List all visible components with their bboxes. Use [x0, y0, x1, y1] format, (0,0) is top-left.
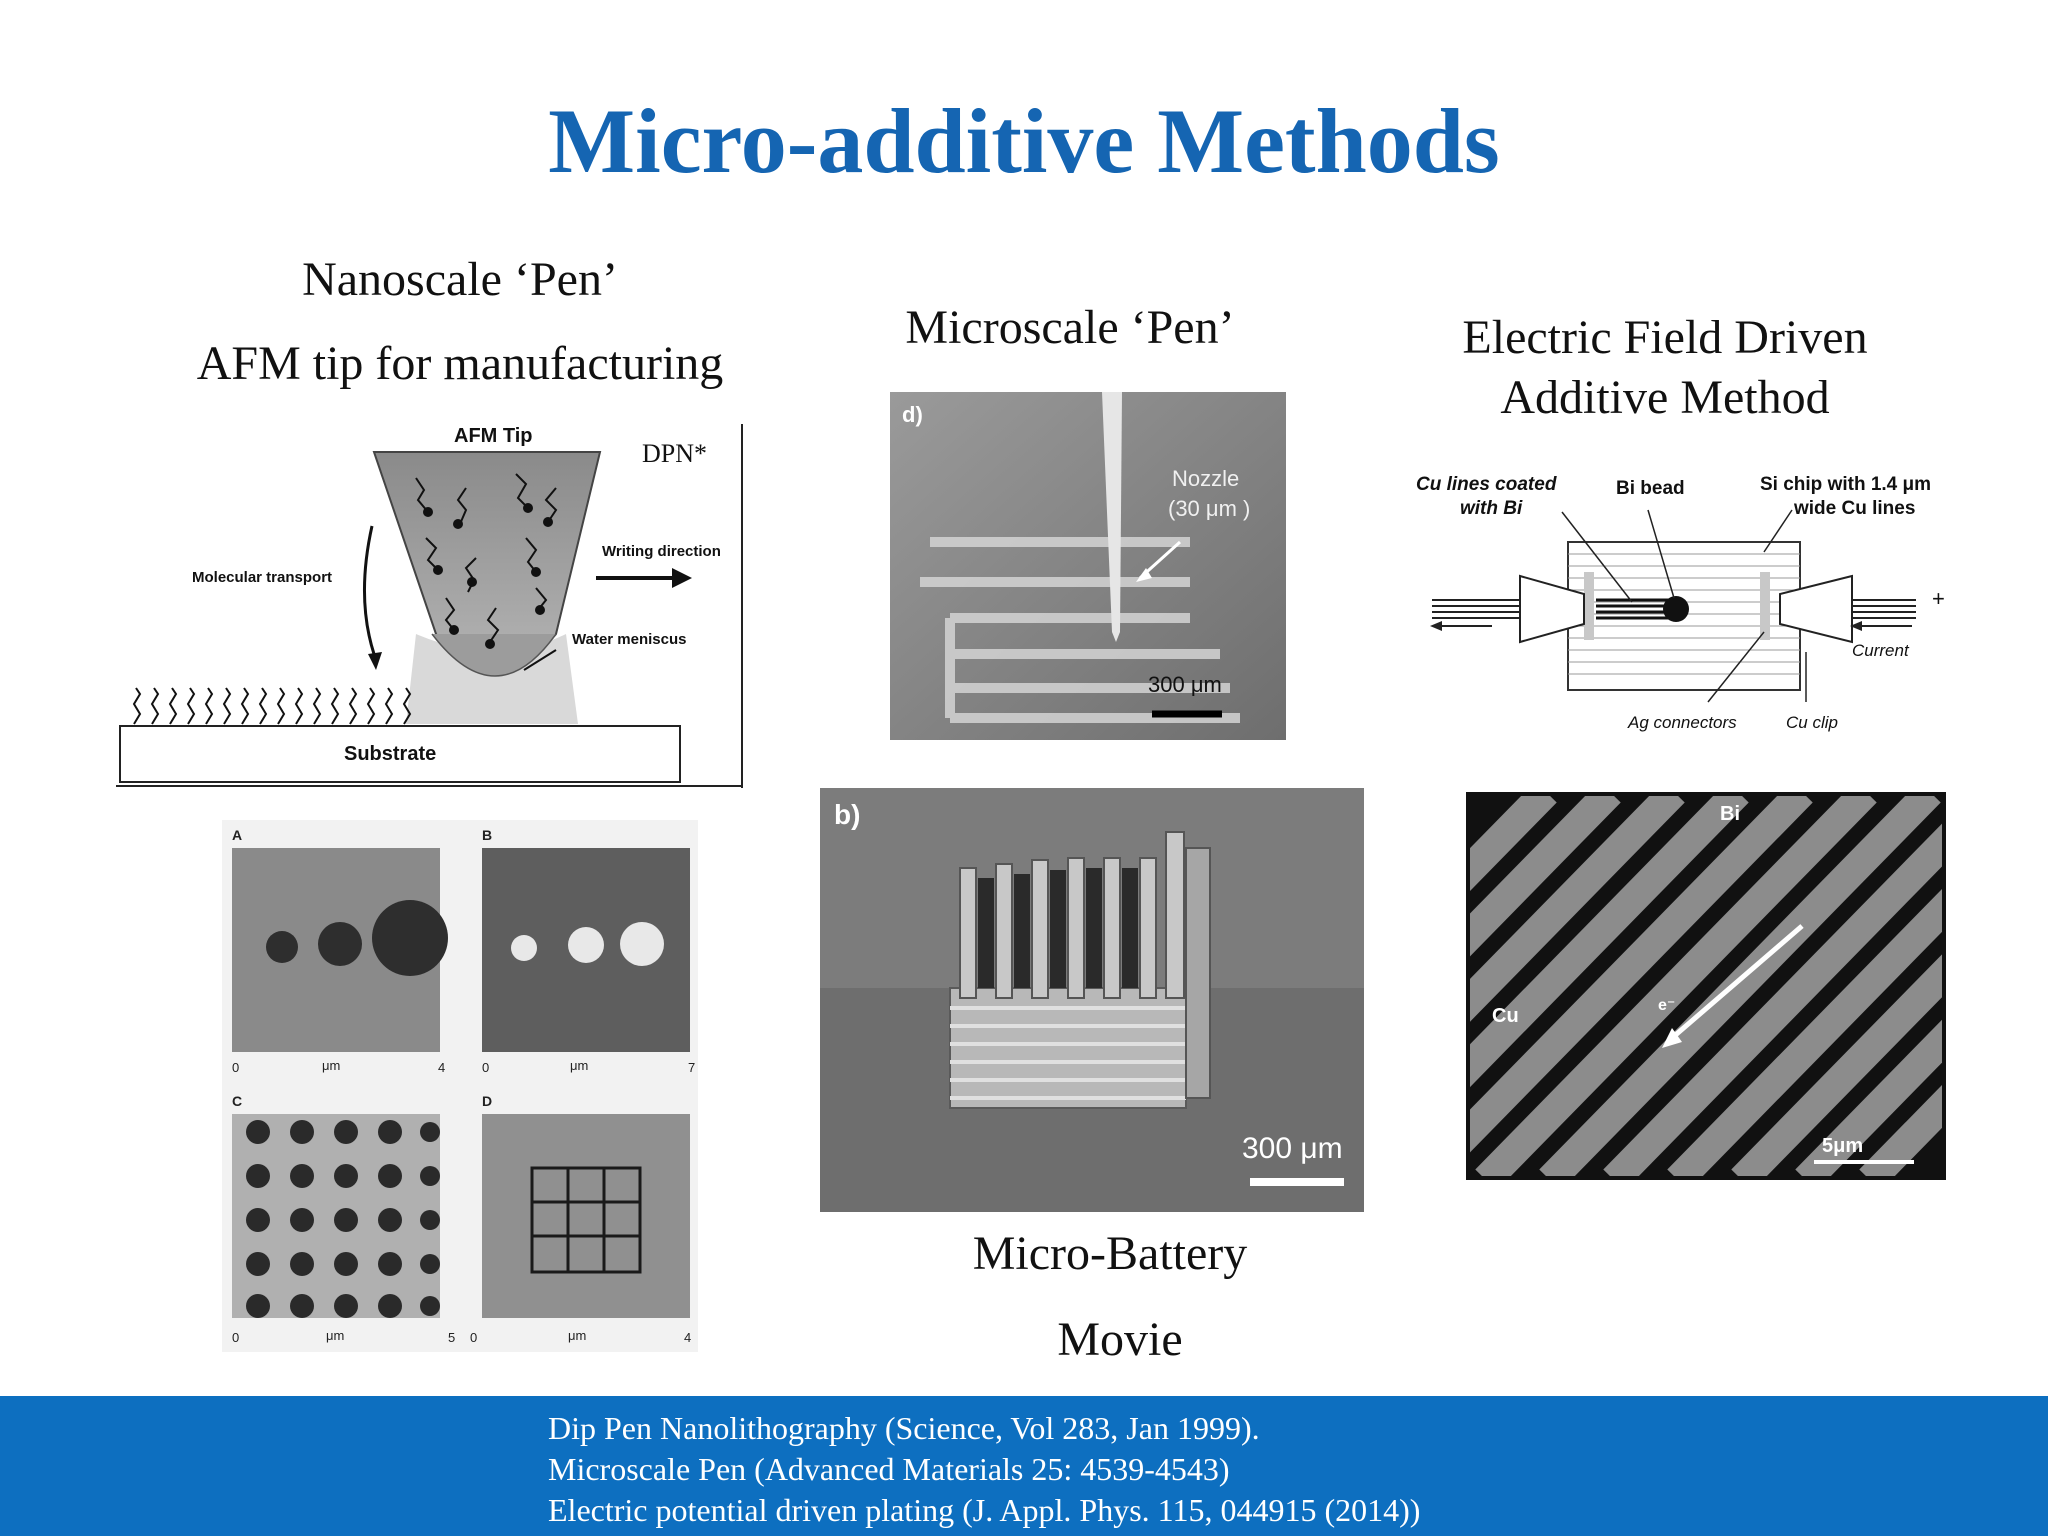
plus-label: +: [1932, 586, 1945, 611]
footer-bar: [0, 1396, 2048, 1536]
slide-title: Micro-additive Methods: [548, 90, 1500, 192]
panel-b-axis-unit: μm: [570, 1058, 589, 1073]
cu-lines-label-1: Cu lines coated: [1416, 474, 1557, 495]
current-label: Current: [1852, 641, 1909, 660]
sem-stripes-image: [1466, 792, 1946, 1180]
panel-d-axis-start: 0: [470, 1330, 478, 1345]
cu-lines-label-2: with Bi: [1460, 498, 1523, 519]
nozzle-label: Nozzle: [1172, 466, 1240, 491]
movie-caption[interactable]: Movie: [1057, 1313, 1183, 1366]
panel-a-axis-start: 0: [232, 1060, 240, 1075]
nozzle-scale-label: 300 μm: [1148, 672, 1222, 697]
panel-b-axis-end: 7: [688, 1060, 696, 1075]
ag-connectors-label: Ag connectors: [1628, 713, 1737, 732]
reference-dpn: Dip Pen Nanolithography (Science, Vol 283, Jan 1999).: [548, 1410, 1260, 1446]
sem-cu-label: Cu: [1492, 1005, 1519, 1027]
molecular-transport-label: Molecular transport: [192, 569, 333, 586]
sem-scale-label: 5μm: [1822, 1135, 1864, 1157]
reference-microscale-pen: Microscale Pen (Advanced Materials 25: 4539-4543): [548, 1451, 1230, 1487]
si-chip-label-1: Si chip with 1.4 μm: [1760, 474, 1932, 495]
writing-direction-label: Writing direction: [602, 543, 721, 560]
battery-panel-label: b): [834, 799, 861, 830]
efield-caption-line1: Electric Field Driven: [1462, 311, 1868, 364]
afm-tip-diagram: [116, 418, 748, 790]
substrate-label: Substrate: [344, 743, 437, 765]
reference-electric-plating: Electric potential driven plating (J. Appl. Phys. 115, 044915 (2014)): [548, 1492, 1421, 1528]
micro-battery-caption: Micro-Battery: [972, 1227, 1248, 1280]
afm-tip-caption: AFM tip for manufacturing: [196, 337, 724, 390]
afm-tip-label: AFM Tip: [454, 425, 533, 447]
cu-clip-label: Cu clip: [1786, 713, 1838, 732]
sem-electron-label: e⁻: [1658, 997, 1676, 1014]
efield-schematic: [1412, 462, 1972, 744]
sem-bi-label: Bi: [1720, 803, 1740, 825]
panel-a-letter: A: [232, 827, 243, 843]
references: [548, 1408, 1420, 1531]
efield-caption-line2: Additive Method: [1500, 371, 1830, 424]
nozzle-micrograph: [890, 392, 1286, 740]
panel-d-letter: D: [482, 1093, 493, 1109]
nozzle-panel-label: d): [902, 402, 923, 427]
panel-c-axis-unit: μm: [326, 1328, 345, 1343]
nanoscale-pen-caption: Nanoscale ‘Pen’: [302, 253, 618, 306]
panel-a-axis-unit: μm: [322, 1058, 341, 1073]
dpn-label: DPN*: [642, 439, 708, 468]
panel-a-axis-end: 4: [438, 1060, 446, 1075]
panel-d-axis-unit: μm: [568, 1328, 587, 1343]
nozzle-size-label: (30 μm ): [1168, 496, 1251, 521]
battery-scale-label: 300 μm: [1242, 1132, 1343, 1165]
panel-c-axis-end: 5: [448, 1330, 456, 1345]
dpn-results-figure: [222, 820, 698, 1352]
panel-b-letter: B: [482, 827, 493, 843]
microscale-pen-caption: Microscale ‘Pen’: [905, 301, 1235, 354]
panel-c-letter: C: [232, 1093, 243, 1109]
panel-b-axis-start: 0: [482, 1060, 490, 1075]
water-meniscus-label: Water meniscus: [572, 631, 687, 648]
si-chip-label-2: wide Cu lines: [1794, 498, 1916, 519]
panel-c-axis-start: 0: [232, 1330, 240, 1345]
panel-d-axis-end: 4: [684, 1330, 692, 1345]
bi-bead-label: Bi bead: [1616, 478, 1685, 499]
micro-battery-image[interactable]: [820, 788, 1364, 1212]
